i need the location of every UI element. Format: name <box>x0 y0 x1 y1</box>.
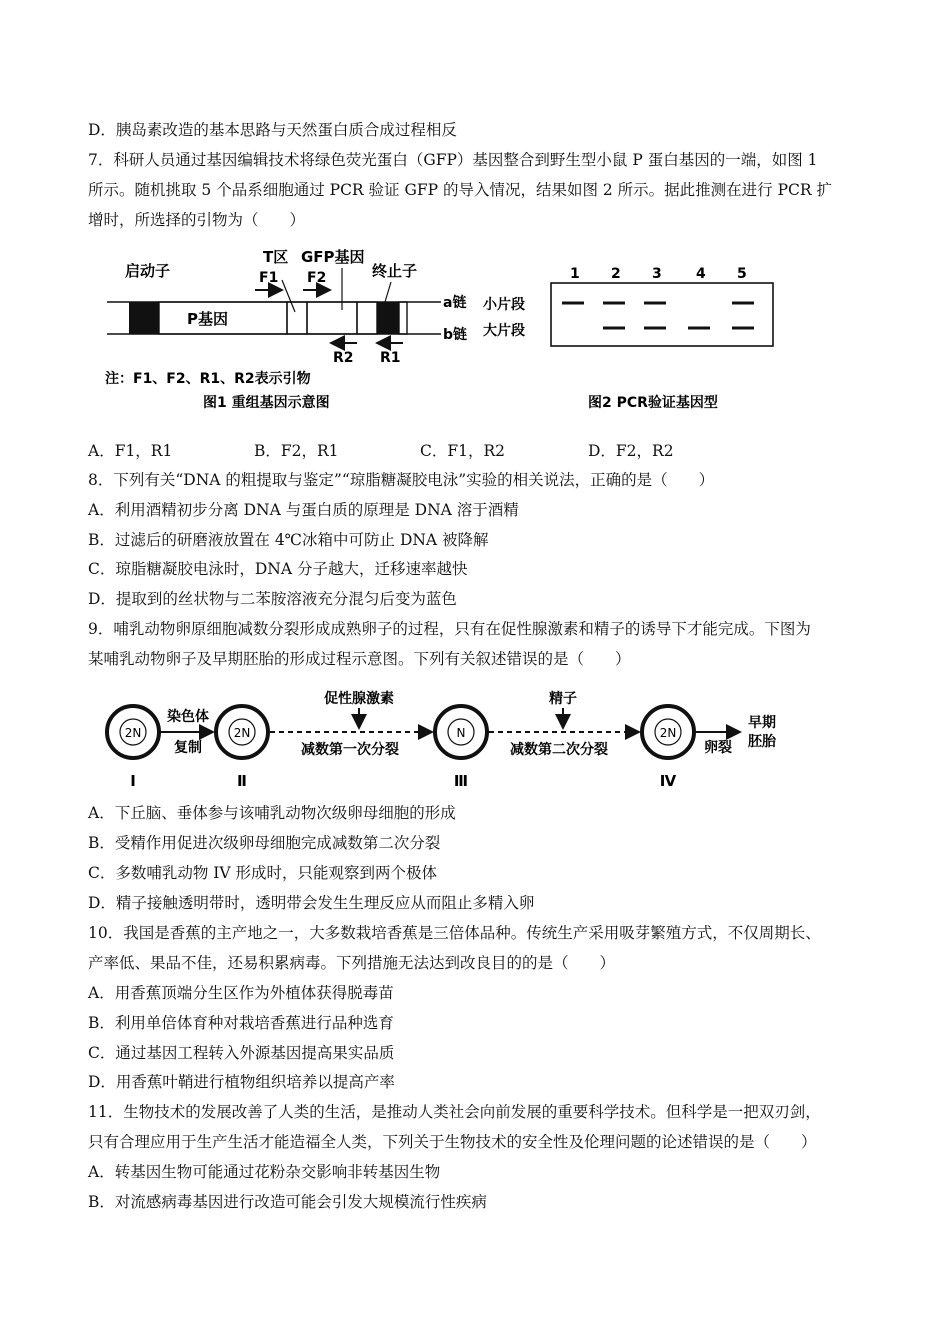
q10-option-c[interactable]: C．通过基因工程转入外源基因提高果实品质 <box>88 1044 395 1062</box>
a-chain-label: a链 <box>443 295 467 311</box>
gel-frame <box>551 283 773 346</box>
fig1-note: 注：F1、F2、R1、R2表示引物 <box>105 371 311 387</box>
q11-stem-line2: 只有合理应用于生产生活才能造福全人类，下列关于生物技术的安全性及伦理问题的论述错误的是（ ） <box>88 1133 817 1151</box>
meiosis1-label: 减数第一次分裂 <box>301 742 399 758</box>
cell-1-ploidy: 2N <box>124 726 142 740</box>
f1-label: F1 <box>259 270 279 286</box>
fig1-caption: 图1 重组基因示意图 <box>203 395 330 411</box>
p-gene-label: P基因 <box>187 310 228 328</box>
sperm-label: 精子 <box>549 691 577 707</box>
gfp-gene-box <box>307 302 357 334</box>
q8-option-d[interactable]: D．提取到的丝状物与二苯胺溶液充分混匀后变为蓝色 <box>88 590 457 608</box>
q7-stem-line2: 所示。随机挑取 5 个品系细胞通过 PCR 验证 GFP 的导入情况，结果如图 2 所示。据此推测在进行 PCR 扩 <box>88 181 832 199</box>
meiosis2-label: 减数第二次分裂 <box>510 742 608 758</box>
t-region-pointer <box>282 280 295 312</box>
q11-option-a[interactable]: A．转基因生物可能通过花粉杂交影响非转基因生物 <box>88 1163 441 1181</box>
lane-1: 1 <box>570 266 580 282</box>
q6-option-d: D．胰岛素改造的基本思路与天然蛋白质合成过程相反 <box>88 121 457 139</box>
q11-option-b[interactable]: B．对流感病毒基因进行改造可能会引发大规模流行性疾病 <box>88 1193 487 1211</box>
stage-2-label: Ⅱ <box>237 772 247 790</box>
q11-stem-line1: 11．生物技术的发展改善了人类的生活，是推动人类社会向前发展的重要科学技术。但科学是一把双刃剑， <box>88 1103 821 1121</box>
lane-2: 2 <box>611 266 621 282</box>
q10-option-b[interactable]: B．利用单倍体育种对栽培香蕉进行品种选育 <box>88 1014 394 1032</box>
q10-option-a[interactable]: A．用香蕉顶端分生区作为外植体获得脱毒苗 <box>88 984 394 1002</box>
q9-option-b[interactable]: B．受精作用促进次级卵母细胞完成减数第二次分裂 <box>88 834 441 852</box>
cell-3-ploidy: N <box>456 726 466 740</box>
promoter-block <box>129 302 159 334</box>
r2-label: R2 <box>333 350 354 366</box>
chromosome-label: 染色体 <box>167 709 209 725</box>
gfp-label: GFP基因 <box>301 248 365 266</box>
stage-3-label: Ⅲ <box>453 772 469 790</box>
lane-3: 3 <box>652 266 662 282</box>
early-embryo-label-1: 早期 <box>748 715 776 731</box>
q8-option-a[interactable]: A．利用酒精初步分离 DNA 与蛋白质的原理是 DNA 溶于酒精 <box>88 501 519 519</box>
q9-stem-line2: 某哺乳动物卵子及早期胚胎的形成过程示意图。下列有关叙述错误的是（ ） <box>88 650 631 668</box>
q10-stem-line2: 产率低、果品不佳，还易积累病毒。下列措施无法达到改良目的的是（ ） <box>88 954 616 972</box>
stage-1-label: Ⅰ <box>130 772 136 790</box>
lane-5: 5 <box>737 266 747 282</box>
hormone-label: 促性腺激素 <box>324 691 394 707</box>
b-chain-label: b链 <box>443 327 468 343</box>
q9-option-d[interactable]: D．精子接触透明带时，透明带会发生生理反应从而阻止多精入卵 <box>88 894 535 912</box>
lane-4: 4 <box>696 266 706 282</box>
cleavage-label: 卵裂 <box>704 740 732 756</box>
q7-option-a[interactable]: A．F1，R1 <box>88 442 173 460</box>
f2-label: F2 <box>307 270 327 286</box>
cell-2-ploidy: 2N <box>233 726 251 740</box>
q8-option-b[interactable]: B．过滤后的研磨液放置在 4℃冰箱中可防止 DNA 被降解 <box>88 531 489 549</box>
stage-4-label: Ⅳ <box>659 772 677 790</box>
replication-label: 复制 <box>174 740 202 756</box>
q7-stem-line1: 7．科研人员通过基因编辑技术将绿色荧光蛋白（GFP）基因整合到野生型小鼠 P 蛋白基因的一端，如图 1 <box>88 151 818 169</box>
q7-option-b[interactable]: B．F2，R1 <box>254 442 339 460</box>
q7-option-d[interactable]: D．F2，R2 <box>588 442 674 460</box>
q9-option-a[interactable]: A．下丘脑、垂体参与该哺乳动物次级卵母细胞的形成 <box>88 804 456 822</box>
t-region-box <box>287 302 307 334</box>
early-embryo-label-2: 胚胎 <box>748 734 776 750</box>
q8-option-c[interactable]: C．琼脂糖凝胶电泳时，DNA 分子越大，迁移速率越快 <box>88 560 468 578</box>
fig2-caption: 图2 PCR验证基因型 <box>588 395 718 411</box>
q9-option-c[interactable]: C．多数哺乳动物 IV 形成时，只能观察到两个极体 <box>88 864 438 882</box>
small-fragment-label: 小片段 <box>483 297 525 313</box>
q7-stem-line3: 增时，所选择的引物为（ ） <box>88 211 306 229</box>
terminator-label: 终止子 <box>372 262 418 280</box>
q9-figure <box>95 682 795 790</box>
terminator-pointer <box>385 282 391 302</box>
large-fragment-label: 大片段 <box>483 323 525 339</box>
spacer-box <box>357 302 377 334</box>
q10-option-d[interactable]: D．用香蕉叶鞘进行植物组织培养以提高产率 <box>88 1073 395 1091</box>
q8-stem: 8．下列有关“DNA 的粗提取与鉴定”“琼脂糖凝胶电泳”实验的相关说法，正确的是（ ） <box>88 471 715 489</box>
t-region-label: T区 <box>263 248 289 266</box>
q10-stem-line1: 10．我国是香蕉的主产地之一，大多数栽培香蕉是三倍体品种。传统生产采用吸芽繁殖方式，不仅周期长、 <box>88 924 821 942</box>
cell-4-ploidy: 2N <box>659 726 677 740</box>
q7-figures <box>95 240 795 430</box>
end-box <box>399 302 407 334</box>
terminator-block <box>377 302 399 334</box>
promoter-label: 启动子 <box>125 262 171 280</box>
q7-option-c[interactable]: C．F1，R2 <box>420 442 506 460</box>
q9-stem-line1: 9．哺乳动物卵原细胞减数分裂形成成熟卵子的过程，只有在促性腺激素和精子的诱导下才能完成。下图为 <box>88 620 811 638</box>
r1-label: R1 <box>380 350 401 366</box>
